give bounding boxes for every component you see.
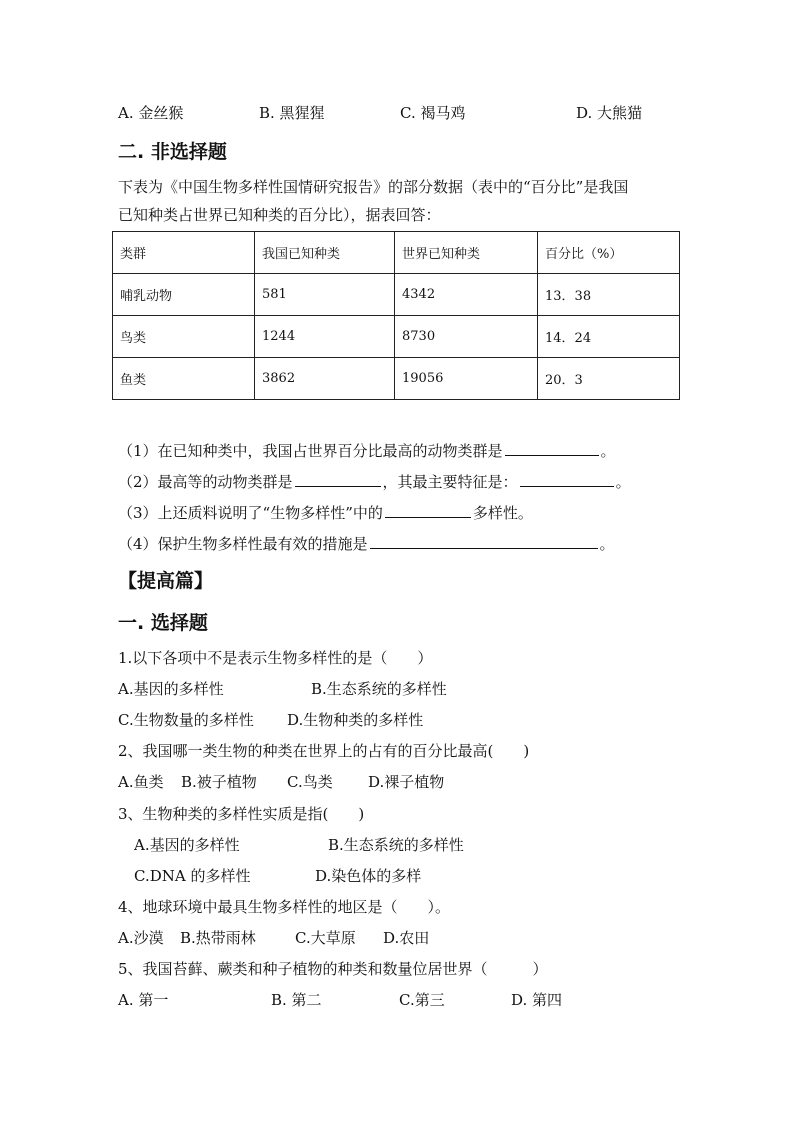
species-table — [112, 231, 680, 400]
table-cell: 581 — [255, 274, 395, 316]
question-2-end: 。 — [615, 473, 631, 491]
table-cell: 3862 — [255, 358, 395, 400]
question-3-end: 多样性。 — [472, 504, 533, 522]
q5-option-d: D. 第四 — [511, 991, 563, 1009]
table-row — [113, 274, 680, 316]
q5-option-b: B. 第二 — [271, 991, 322, 1009]
option-d: D. 大熊猫 — [576, 104, 643, 122]
table-row — [113, 316, 680, 358]
question-1-end: 。 — [600, 442, 616, 460]
table-header-cell: 类群 — [113, 232, 255, 274]
question-2-text: （2）最高等的动物类群是 — [118, 473, 293, 491]
choice-section-title: 一. 选择题 — [118, 612, 208, 634]
question-3-text: （3）上还质料说明了“生物多样性”中的 — [118, 504, 383, 522]
answer-blank-4[interactable] — [370, 534, 598, 549]
question-2-line — [118, 471, 631, 492]
table-cell: 19056 — [395, 358, 538, 400]
table-header-cell: 我国已知种类 — [255, 232, 395, 274]
intro-line-2: 已知种类占世界已知种类的百分比），据表回答： — [118, 206, 441, 224]
table-header-row — [113, 232, 680, 274]
q1-option-c: C.生物数量的多样性 — [118, 711, 254, 729]
q2-option-a: A.鱼类 — [118, 773, 164, 791]
q5-option-c: C.第三 — [399, 991, 445, 1009]
table-cell: 鱼类 — [113, 358, 255, 400]
table-cell: 1244 — [255, 316, 395, 358]
q1-stem: 1.以下各项中不是表示生物多样性的是（ ） — [118, 649, 433, 667]
answer-blank-2b[interactable] — [520, 472, 614, 487]
question-1-line — [118, 440, 616, 461]
q3-option-b: B.生态系统的多样性 — [328, 836, 464, 854]
answer-blank-2a[interactable] — [295, 472, 381, 487]
section-title-non-choice: 二. 非选择题 — [118, 141, 227, 163]
q4-option-a: A.沙漠 — [118, 929, 164, 947]
question-2-mid: ，其最主要特征是： — [382, 473, 518, 491]
q3-stem: 3、生物种类的多样性实质是指( ) — [118, 805, 365, 823]
answer-blank-3[interactable] — [385, 503, 471, 518]
table-cell: 4342 — [395, 274, 538, 316]
advanced-title: 【提高篇】 — [118, 570, 214, 592]
q3-option-d: D.染色体的多样 — [315, 867, 422, 885]
table-cell: 13．38 — [538, 274, 680, 316]
q4-stem: 4、地球环境中最具生物多样性的地区是（ ）。 — [118, 898, 451, 916]
q4-option-c: C.大草原 — [295, 929, 356, 947]
table-cell: 8730 — [395, 316, 538, 358]
option-c: C. 褐马鸡 — [400, 104, 466, 122]
table-header-cell: 世界已知种类 — [395, 232, 538, 274]
q5-option-a: A. 第一 — [118, 991, 169, 1009]
table-cell: 14．24 — [538, 316, 680, 358]
q3-option-c: C.DNA 的多样性 — [134, 867, 251, 885]
option-a: A. 金丝猴 — [118, 104, 184, 122]
intro-line-1: 下表为《中国生物多样性国情研究报告》的部分数据（表中的“百分比”是我国 — [118, 178, 629, 196]
q2-stem: 2、我国哪一类生物的种类在世界上的占有的百分比最高( ) — [118, 742, 530, 760]
table-cell: 哺乳动物 — [113, 274, 255, 316]
question-4-line — [118, 533, 615, 554]
q4-option-b: B.热带雨林 — [180, 929, 256, 947]
q1-option-a: A.基因的多样性 — [118, 680, 224, 698]
question-1-text: （1）在已知种类中，我国占世界百分比最高的动物类群是 — [118, 442, 503, 460]
table-cell: 鸟类 — [113, 316, 255, 358]
table-row — [113, 358, 680, 400]
q2-option-c: C.鸟类 — [287, 773, 333, 791]
q3-option-a: A.基因的多样性 — [134, 836, 240, 854]
question-4-text: （4）保护生物多样性最有效的措施是 — [118, 535, 368, 553]
answer-blank-1[interactable] — [505, 441, 599, 456]
q1-option-d: D.生物种类的多样性 — [287, 711, 424, 729]
table-header-cell: 百分比（%） — [538, 232, 680, 274]
q2-option-d: D.裸子植物 — [368, 773, 445, 791]
table-cell: 20．3 — [538, 358, 680, 400]
q2-option-b: B.被子植物 — [181, 773, 257, 791]
q4-option-d: D.农田 — [383, 929, 430, 947]
q1-option-b: B.生态系统的多样性 — [311, 680, 447, 698]
option-b: B. 黑猩猩 — [259, 104, 325, 122]
question-3-line — [118, 502, 533, 523]
question-4-end: 。 — [599, 535, 615, 553]
q5-stem: 5、我国苔藓、蕨类和种子植物的种类和数量位居世界（ ） — [118, 960, 548, 978]
